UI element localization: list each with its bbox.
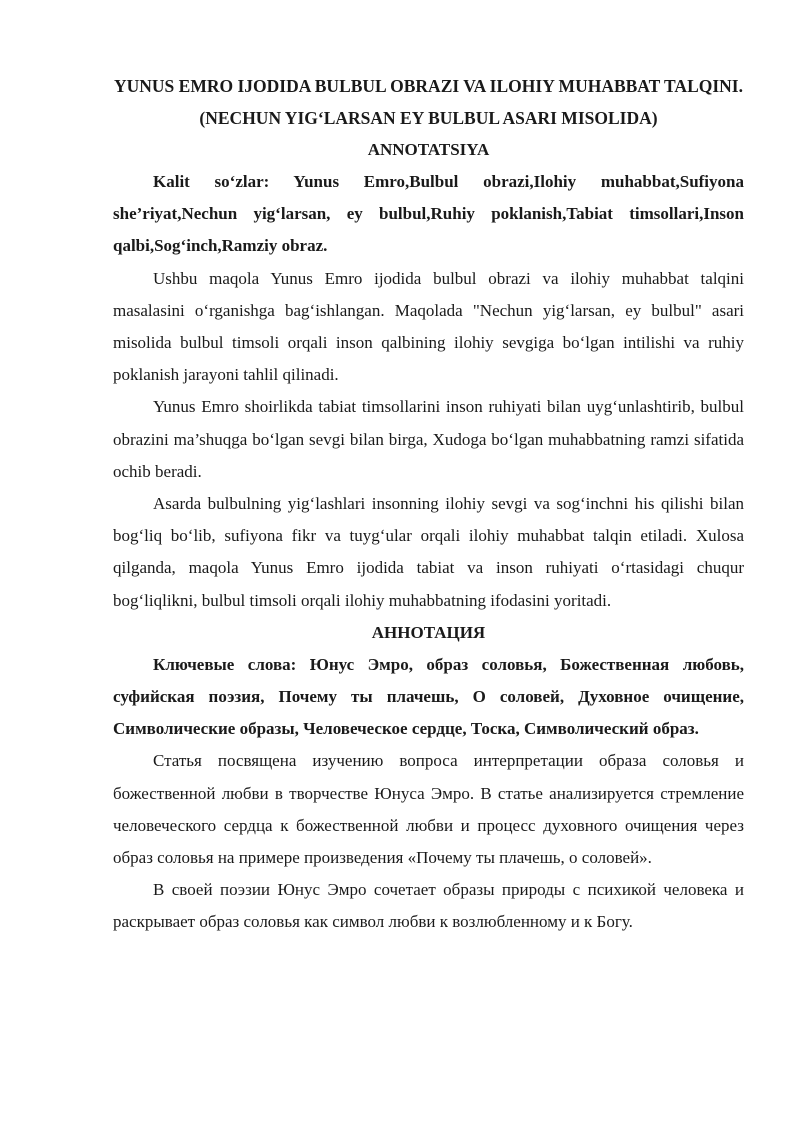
keywords-ru: Ключевые слова: Юнус Эмро, образ соловья, Божественная любовь, суфийская поэзия, Почему ты плачешь, О соловей, Духовное очищение, Символические образы, Человеческое сердце, Тоска, Символический образ. <box>113 654 744 739</box>
paragraph-ru-1: Статья посвящена изучению вопроса интерпретации образа соловья и божественной любви в творчестве Юнуса Эмро. В статье анализируется стремление человеческого сердца к божественной любви и процесс духовного очищения через образ соловья на примере произведения «Почему ты плачешь, о соловей». <box>113 751 744 868</box>
annotation-heading-uz: ANNOTATSIYA <box>367 140 490 159</box>
keywords-uz: Kalit so‘zlar: Yunus Emro,Bulbul obrazi,Ilohiy muhabbat,Sufiyona she’riyat,Nechun yig‘larsan, ey bulbul,Ruhiy poklanish,Tabiat timsollari,Inson qalbi,Sog‘inch,Ramziy obraz. <box>113 172 744 256</box>
paragraph-uz-3: Asarda bulbulning yig‘lashlari insonning ilohiy sevgi va sog‘inchni his qilishi bilan bog‘liq bo‘lib, sufiyona fikr va tuyg‘ular orqali ilohiy muhabbat talqin etiladi. Xulosa qilganda, maqola Yunus Emro ijodida tabiat va inson ruhiyati o‘rtasidagi chuqur bog‘liqlikni, bulbul timsoli orqali ilohiy muhabbatning ifodasini yoritadi. <box>113 494 744 610</box>
paragraph-uz-1: Ushbu maqola Yunus Emro ijodida bulbul obrazi va ilohiy muhabbat talqini masalasini o‘rganishga bag‘ishlangan. Maqolada "Nechun yig‘larsan, ey bulbul" asari misolida bulbul timsoli orqali inson qalbining ilohiy sevgiga bo‘lgan intilishi va ruhiy poklanish jarayoni tahlil qilinadi. <box>113 268 744 385</box>
article-page <box>113 70 744 939</box>
article-title: YUNUS EMRO IJODIDA BULBUL OBRAZI VA ILOHIY MUHABBAT TALQINI. (NECHUN YIG‘LARSAN EY BULBUL ASARI MISOLIDA) <box>113 76 743 128</box>
paragraph-uz-2: Yunus Emro shoirlikda tabiat timsollarini inson ruhiyati bilan uyg‘unlashtirib, bulbul obrazini ma’shuqga bo‘lgan sevgi bilan birga, Xudoga bo‘lgan muhabbatning ramzi sifatida ochib beradi. <box>113 397 744 481</box>
paragraph-ru-2: В своей поэзии Юнус Эмро сочетает образы природы с психикой человека и раскрывает образ соловья как символ любви к возлюбленному и к Богу. <box>113 880 744 932</box>
annotation-heading-ru: АННОТАЦИЯ <box>371 622 486 642</box>
